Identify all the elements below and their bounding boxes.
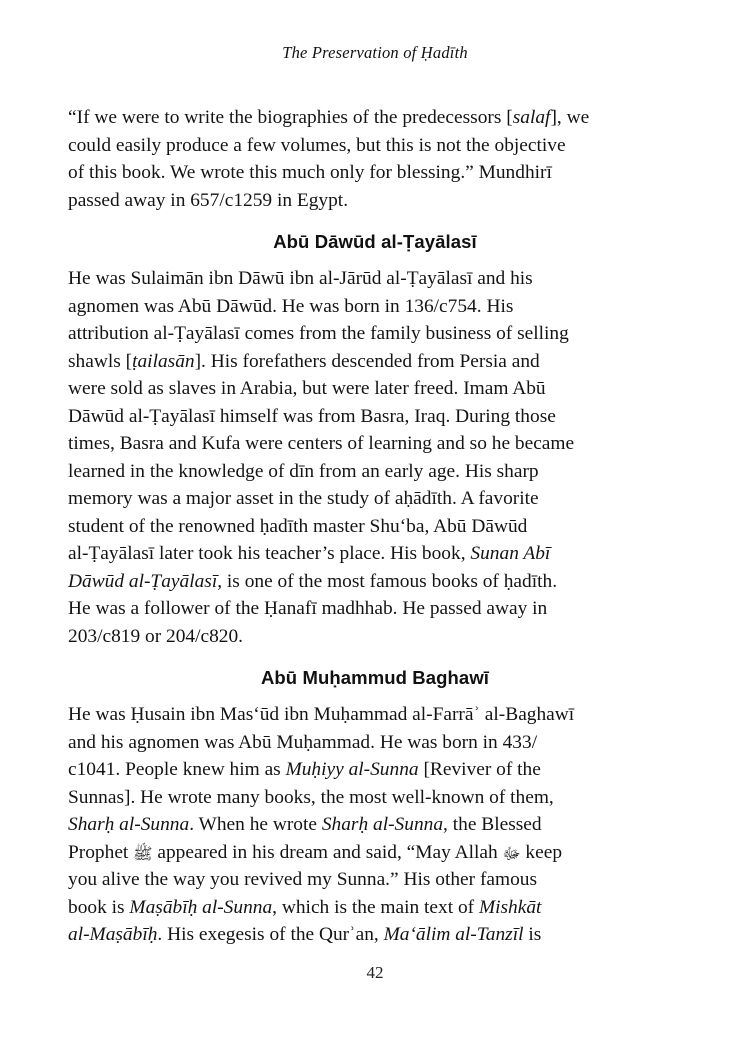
text-line: times, Basra and Kufa were centers of learning and so he became xyxy=(68,433,575,454)
text-line xyxy=(68,348,682,376)
paragraph-abu-dawud-al-tayalasi xyxy=(68,265,682,650)
spacer xyxy=(68,253,682,265)
line-text: . When he wrote xyxy=(189,814,322,835)
text-line xyxy=(68,894,682,922)
section-heading-abu-dawud-al-tayalasi: Abū Dāwūd al-Ṭayālasī xyxy=(273,231,477,252)
section-heading-abu-muhammud-baghawi: Abū Muḥammud Baghawī xyxy=(260,667,490,688)
text-line xyxy=(68,756,682,784)
text-line xyxy=(68,921,682,949)
text-line xyxy=(68,540,682,568)
text-line: He was Sulaimān ibn Dāwū ibn al-Jārūd al-Ṭayālasī and his xyxy=(68,268,533,289)
line-text: keep xyxy=(520,841,563,863)
paragraph-opening-quote xyxy=(68,104,682,214)
book-title-mishkat-part1: Mishkāt xyxy=(478,896,542,918)
line-text: ]. His forefathers descended from Persia and xyxy=(194,350,540,372)
text-line: student of the renowned ḥadīth master Shuʻba, Abū Dāwūd xyxy=(68,515,528,537)
line-text: c1041. People knew him as xyxy=(68,759,286,780)
text-line: you alive the way you revived my Sunna.” His other famous xyxy=(68,869,538,890)
line-text: book is xyxy=(68,896,130,918)
line-text: shawls [ xyxy=(68,350,133,372)
paragraph-abu-muhammud-baghawi xyxy=(68,701,682,949)
text-line: agnomen was Abū Dāwūd. He was born in 136/c754. His xyxy=(68,295,514,317)
line-text: , is one of the most famous books of ḥadīth. xyxy=(217,570,558,592)
book-title-sharh-al-sunna-1: Sharḥ al-Sunna xyxy=(68,814,190,835)
line-text: al-Ṭayālasī later took his teacher’s place. His book, xyxy=(68,543,471,564)
line-text: “If we were to write the biographies of the predecessors [ xyxy=(68,107,513,128)
text-line: attribution al-Ṭayālasī comes from the family business of selling xyxy=(68,323,569,344)
line-text: ], we xyxy=(550,107,590,128)
book-title-mishkat-part2: al-Maṣābīḥ xyxy=(68,924,158,945)
text-line xyxy=(68,104,682,132)
line-text: appeared in his dream and said, “May Allah xyxy=(152,841,503,863)
foreign-term-salaf: salaf xyxy=(512,107,551,128)
line-text: . His exegesis of the Qurʾan, xyxy=(157,924,384,945)
text-line: Dāwūd al-Ṭayālasī himself was from Basra, Iraq. During those xyxy=(68,405,556,427)
text-line: of this book. We wrote this much only for blessing.” Mundhirī xyxy=(68,162,552,183)
text-line: memory was a major asset in the study of aḥādīth. A favorite xyxy=(68,488,539,509)
honorific-jalla-jalaluhu-icon: ﷻ xyxy=(502,843,521,863)
page-number: 42 xyxy=(366,963,384,982)
text-line: Sunnas]. He wrote many books, the most well-known of them, xyxy=(68,786,554,808)
spacer xyxy=(68,689,682,701)
text-line: could easily produce a few volumes, but this is not the objective xyxy=(68,134,566,156)
text-line: learned in the knowledge of dīn from an early age. His sharp xyxy=(68,460,539,482)
text-line: He was a follower of the Ḥanafī madhhab. He passed away in xyxy=(68,598,548,619)
text-line: 203/c819 or 204/c820. xyxy=(68,625,244,647)
text-block xyxy=(68,104,682,949)
spacer xyxy=(68,650,682,667)
line-text: Prophet xyxy=(68,841,134,863)
book-title-maalim-al-tanzil: Maʻālim al-Tanzīl xyxy=(383,924,524,945)
text-line xyxy=(68,811,682,839)
line-text: is xyxy=(523,924,542,945)
book-title-sharh-al-sunna-2: Sharḥ al-Sunna xyxy=(321,814,444,835)
line-text: [Reviver of the xyxy=(418,759,541,780)
honorific-sallallahu-alayhi-wasallam-icon: ﷺ xyxy=(133,843,153,863)
book-title-sunan-abi-dawud-part1: Sunan Abī xyxy=(470,543,551,564)
text-line xyxy=(68,839,682,867)
text-line: and his agnomen was Abū Muḥammad. He was born in 433/ xyxy=(68,731,538,753)
epithet-muhiyy-al-sunna: Muḥiyy al-Sunna xyxy=(285,759,419,780)
book-title-masabih-al-sunna: Maṣābīḥ al-Sunna xyxy=(129,896,273,918)
line-text: , which is the main text of xyxy=(272,896,479,918)
running-head: The Preservation of Ḥadīth xyxy=(282,43,468,62)
text-line: were sold as slaves in Arabia, but were later freed. Imam Abū xyxy=(68,378,546,399)
line-text: , the Blessed xyxy=(443,814,542,835)
text-line: He was Ḥusain ibn Masʻūd ibn Muḥammad al-Farrāʾ al-Baghawī xyxy=(68,704,575,725)
book-title-sunan-abi-dawud-part2: Dāwūd al-Ṭayālasī xyxy=(68,570,218,592)
text-line: passed away in 657/c1259 in Egypt. xyxy=(68,189,349,211)
text-line xyxy=(68,568,682,596)
foreign-term-tailasan: ṭailasān xyxy=(132,350,195,372)
spacer xyxy=(68,214,682,231)
